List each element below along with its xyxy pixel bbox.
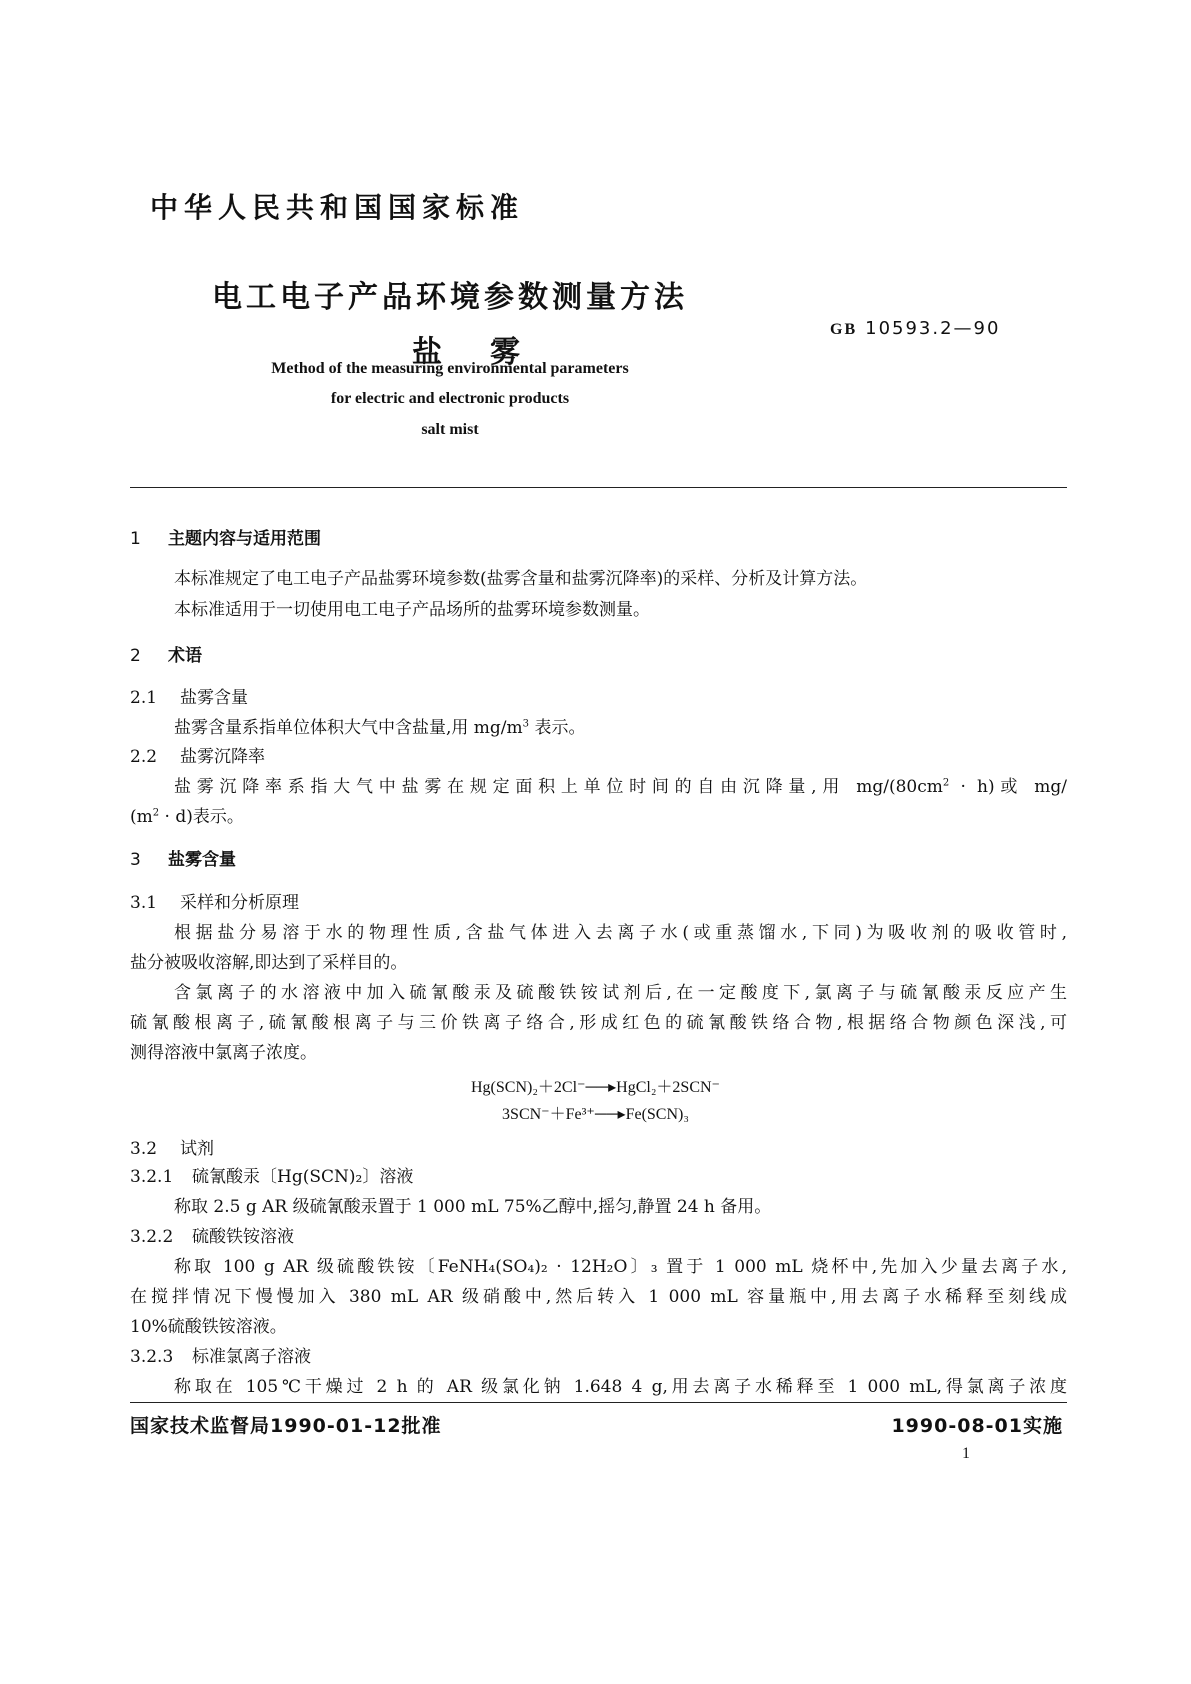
text-run: · h)或 mg/ — [949, 777, 1067, 797]
paragraph: 本标准规定了电工电子产品盐雾环境参数(盐雾含量和盐雾沉降率)的采样、分析及计算方法。 — [174, 569, 868, 589]
standard-number — [830, 318, 1000, 339]
document-subtitle: 盐雾 — [412, 335, 568, 370]
section-title: 主题内容与适用范围 — [168, 529, 321, 549]
page-number: 1 — [962, 1445, 970, 1462]
subsection-number: 3.2.3 — [130, 1347, 174, 1367]
standard-prefix: GB — [830, 321, 858, 338]
paragraph: 称取 2.5 g AR 级硫氰酸汞置于 1 000 mL 75%乙醇中,摇匀,静置 24 h 备用。 — [174, 1197, 772, 1217]
paragraph: 含氯离子的水溶液中加入硫氰酸汞及硫酸铁铵试剂后,在一定酸度下,氯离子与硫氰酸汞反应产生 — [174, 983, 1067, 1003]
subsection-title: 试剂 — [180, 1139, 214, 1159]
section-2-heading — [130, 641, 202, 666]
english-title-line-3: salt mist — [421, 421, 479, 438]
subsection-number: 2.1 — [130, 688, 158, 708]
subsection-3-2-2-heading — [130, 1222, 294, 1247]
paragraph — [174, 713, 585, 738]
section-number: 2 — [130, 646, 141, 666]
subsection-number: 2.2 — [130, 747, 158, 767]
subsection-title: 盐雾沉降率 — [180, 747, 265, 767]
section-number: 3 — [130, 850, 141, 870]
chemical-equation-2: 3SCN⁻＋Fe³⁺──▸Fe(SCN)₃ — [502, 1106, 689, 1123]
paragraph: 称取在 105℃干燥过 2 h 的 AR 级氯化钠 1.648 4 g,用去离子水稀释至 1 000 mL,得氯离子浓度 — [174, 1377, 1067, 1397]
standard-code: 10593.2—90 — [865, 318, 1001, 339]
subsection-number: 3.2 — [130, 1139, 158, 1159]
subsection-number: 3.1 — [130, 893, 158, 913]
subsection-2-2-heading — [130, 742, 265, 767]
superscript: 3 — [522, 718, 530, 730]
subsection-3-2-1-heading — [130, 1162, 413, 1187]
chemical-equation-1: Hg(SCN)₂＋2Cl⁻──▸HgCl₂＋2SCN⁻ — [470, 1079, 720, 1096]
subsection-title: 盐雾含量 — [180, 688, 248, 708]
section-title: 术语 — [168, 646, 202, 666]
section-number: 1 — [130, 529, 141, 549]
subsection-2-1-heading — [130, 683, 248, 708]
text-run: · d)表示。 — [159, 807, 244, 827]
english-title-line-2: for electric and electronic products — [330, 390, 570, 407]
subsection-3-1-heading — [130, 888, 299, 913]
section-title: 盐雾含量 — [168, 850, 236, 870]
approval-line: 国家技术监督局1990-01-12批准 — [130, 1415, 442, 1437]
paragraph-continuation: 测得溶液中氯离子浓度。 — [130, 1043, 317, 1063]
subsection-number: 3.2.2 — [130, 1227, 174, 1247]
header-divider — [130, 487, 1067, 488]
document-title: 电工电子产品环境参数测量方法 — [212, 280, 688, 315]
subsection-number: 3.2.1 — [130, 1167, 174, 1187]
section-1-heading — [130, 524, 321, 549]
paragraph-continuation: 10%硫酸铁铵溶液。 — [130, 1317, 287, 1337]
paragraph-continuation: 硫氰酸根离子,硫氰酸根离子与三价铁离子络合,形成红色的硫氰酸铁络合物,根据络合物颜色深浅,可 — [130, 1013, 1067, 1033]
section-3-heading — [130, 845, 236, 870]
subsection-3-2-3-heading — [130, 1342, 311, 1367]
standard-header: 中华人民共和国国家标准 — [150, 191, 525, 224]
paragraph-continuation — [130, 802, 244, 827]
subsection-title: 硫氰酸汞〔Hg(SCN)₂〕溶液 — [192, 1167, 414, 1187]
text-run: 盐雾含量系指单位体积大气中含盐量,用 mg/m — [174, 718, 523, 738]
implementation-line: 1990-08-01实施 — [891, 1415, 1063, 1437]
footer-divider — [130, 1402, 1067, 1403]
paragraph — [174, 772, 1067, 797]
english-title-line-1: Method of the measuring environmental parameters — [271, 360, 629, 377]
text-run: (m — [130, 807, 153, 827]
paragraph-continuation: 盐分被吸收溶解,即达到了采样目的。 — [130, 953, 408, 973]
subsection-title: 采样和分析原理 — [180, 893, 299, 913]
superscript: 2 — [152, 807, 160, 819]
text-run: 表示。 — [529, 718, 586, 738]
paragraph: 本标准适用于一切使用电工电子产品场所的盐雾环境参数测量。 — [174, 600, 650, 620]
paragraph: 称取 100 g AR 级硫酸铁铵〔FeNH₄(SO₄)₂ · 12H₂O〕₃ 置于 1 000 mL 烧杯中,先加入少量去离子水, — [174, 1257, 1067, 1277]
subsection-3-2-heading — [130, 1134, 214, 1159]
paragraph-continuation: 在搅拌情况下慢慢加入 380 mL AR 级硝酸中,然后转入 1 000 mL 容量瓶中,用去离子水稀释至刻线成 — [130, 1287, 1067, 1307]
text-run: 盐雾沉降率系指大气中盐雾在规定面积上单位时间的自由沉降量,用 mg/(80cm — [174, 777, 943, 797]
superscript: 2 — [942, 777, 950, 789]
subsection-title: 硫酸铁铵溶液 — [192, 1227, 294, 1247]
subsection-title: 标准氯离子溶液 — [192, 1347, 311, 1367]
paragraph: 根据盐分易溶于水的物理性质,含盐气体进入去离子水(或重蒸馏水,下同)为吸收剂的吸收管时, — [174, 923, 1067, 943]
